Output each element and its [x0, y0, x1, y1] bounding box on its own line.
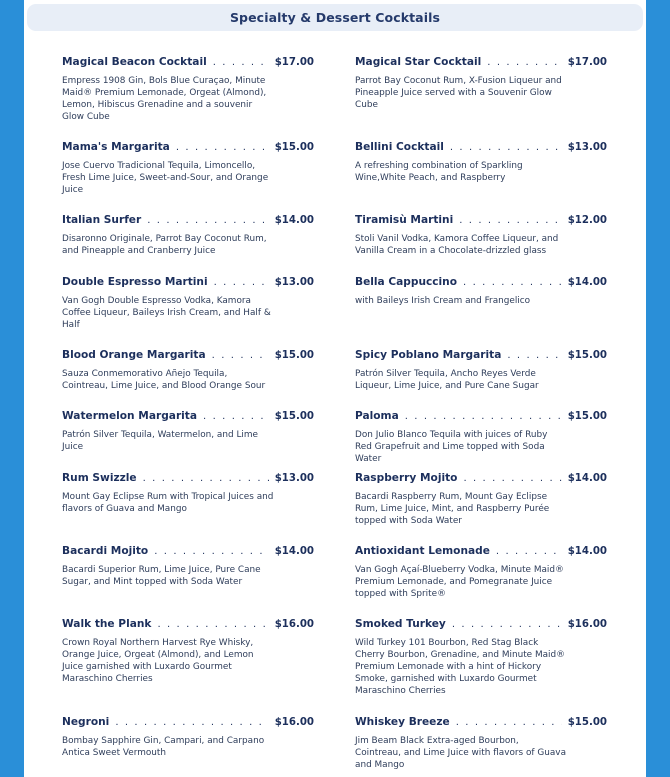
item-name: Mama's Margarita [62, 141, 170, 153]
dot-leader [213, 58, 269, 68]
item-price: $16.00 [274, 717, 314, 728]
item-price: $14.00 [567, 546, 607, 557]
item-description: Jose Cuervo Tradicional Tequila, Limoncello, Fresh Lime Juice, Sweet-and-Sour, and Orange Juice [62, 161, 269, 195]
menu-item [355, 214, 607, 257]
item-price: $14.00 [274, 546, 314, 557]
menu-item [355, 618, 607, 697]
item-price: $15.00 [274, 411, 314, 422]
item-description: Wild Turkey 101 Bourbon, Red Stag Black Cherry Bourbon, Grenadine, and Minute Maid® Premium Lemonade with a hint of Hickory Smoke, garnished with Luxardo Gourmet Maraschino Cherries [355, 638, 566, 696]
item-description: Parrot Bay Coconut Rum, X-Fusion Liqueur and Pineapple Juice served with a Souvenir Glow Cube [355, 76, 562, 110]
item-description: Mount Gay Eclipse Rum with Tropical Juices and flavors of Guava and Mango [62, 492, 274, 514]
item-price: $15.00 [274, 142, 314, 153]
item-name: Raspberry Mojito [355, 472, 458, 484]
item-description: Crown Royal Northern Harvest Rye Whisky, Orange Juice, Orgeat (Almond), and Lemon Juice garnished with Luxardo Gourmet Maraschino Cherries [62, 638, 254, 684]
menu-item [355, 472, 607, 527]
item-name: Smoked Turkey [355, 618, 446, 630]
dot-leader [463, 474, 561, 484]
item-price: $15.00 [567, 350, 607, 361]
menu-item [62, 716, 314, 759]
dot-leader [456, 718, 562, 728]
menu-card [24, 0, 646, 777]
dot-leader [203, 412, 269, 422]
item-name: Magical Beacon Cocktail [62, 56, 207, 68]
item-name: Rum Swizzle [62, 472, 137, 484]
item-name: Bellini Cocktail [355, 141, 444, 153]
dot-leader [452, 620, 562, 630]
item-price: $17.00 [274, 57, 314, 68]
menu-item [62, 410, 314, 453]
menu-item [62, 545, 314, 588]
item-description: Van Gogh Açaí-Blueberry Vodka, Minute Maid® Premium Lemonade, and Pomegranate Juice topped with Sprite® [355, 565, 564, 599]
dot-leader [450, 143, 562, 153]
dot-leader [154, 547, 268, 557]
dot-leader [143, 474, 269, 484]
item-name: Italian Surfer [62, 214, 142, 226]
item-description: Patrón Silver Tequila, Watermelon, and Lime Juice [62, 430, 258, 452]
item-name: Paloma [355, 410, 399, 422]
item-name: Blood Orange Margarita [62, 349, 206, 361]
dot-leader [507, 351, 561, 361]
menu-item [62, 472, 314, 515]
item-description: with Baileys Irish Cream and Frangelico [355, 296, 531, 306]
item-price: $16.00 [567, 619, 607, 630]
dot-leader [115, 718, 268, 728]
menu-item [62, 214, 314, 257]
menu-item [355, 716, 607, 771]
item-name: Tiramisù Martini [355, 214, 454, 226]
item-name: Watermelon Margarita [62, 410, 198, 422]
item-price: $12.00 [567, 215, 607, 226]
menu-item [355, 410, 607, 465]
dot-leader [459, 216, 561, 226]
item-price: $16.00 [274, 619, 314, 630]
menu-title: Specialty & Dessert Cocktails [229, 10, 441, 25]
item-description: Bacardi Raspberry Rum, Mount Gay Eclipse Rum, Lime Juice, Mint, and Raspberry Purée topped with Soda Water [355, 492, 550, 526]
item-description: Empress 1908 Gin, Bols Blue Curaçao, Minute Maid® Premium Lemonade, Orgeat (Almond), Lemon, Hibiscus Grenadine and a souvenir Glow Cube [62, 76, 267, 122]
item-description: Patrón Silver Tequila, Ancho Reyes Verde Liqueur, Lime Juice, and Pure Cane Sugar [355, 369, 539, 391]
dot-leader [405, 412, 562, 422]
item-name: Magical Star Cocktail [355, 56, 482, 68]
dot-leader [487, 58, 561, 68]
dot-leader [157, 620, 268, 630]
item-name: Walk the Plank [62, 618, 152, 630]
item-name: Negroni [62, 716, 110, 728]
item-description: Disaronno Originale, Parrot Bay Coconut Rum, and Pineapple and Cranberry Juice [62, 234, 267, 256]
item-description: Bacardi Superior Rum, Lime Juice, Pure Cane Sugar, and Mint topped with Soda Water [62, 565, 261, 587]
item-price: $14.00 [274, 215, 314, 226]
item-name: Double Espresso Martini [62, 276, 208, 288]
item-name: Bella Cappuccino [355, 276, 458, 288]
item-name: Bacardi Mojito [62, 545, 149, 557]
dot-leader [496, 547, 562, 557]
item-price: $13.00 [274, 473, 314, 484]
item-price: $17.00 [567, 57, 607, 68]
item-description: Van Gogh Double Espresso Vodka, Kamora Coffee Liqueur, Baileys Irish Cream, and Half & Half [62, 296, 271, 330]
dot-leader [147, 216, 268, 226]
item-price: $15.00 [274, 350, 314, 361]
menu-item [62, 618, 314, 685]
item-description: Don Julio Blanco Tequila with juices of Ruby Red Grapefruit and Lime topped with Soda Water [355, 430, 548, 464]
item-description: Stoli Vanil Vodka, Kamora Coffee Liqueur, and Vanilla Cream in a Chocolate-drizzled glass [355, 234, 559, 256]
menu-item [355, 545, 607, 600]
item-name: Spicy Poblano Margarita [355, 349, 502, 361]
dot-leader [212, 351, 269, 361]
item-price: $14.00 [567, 473, 607, 484]
menu-header [27, 4, 643, 31]
item-name: Whiskey Breeze [355, 716, 450, 728]
item-price: $15.00 [567, 717, 607, 728]
item-description: Bombay Sapphire Gin, Campari, and Carpano Antica Sweet Vermouth [62, 736, 265, 758]
item-name: Antioxidant Lemonade [355, 545, 490, 557]
menu-item [62, 276, 314, 331]
item-description: A refreshing combination of Sparkling Wine,White Peach, and Raspberry [355, 161, 523, 183]
menu-item [62, 349, 314, 392]
item-price: $14.00 [567, 277, 607, 288]
menu-item [355, 276, 607, 307]
menu-item [62, 141, 314, 196]
dot-leader [463, 278, 562, 288]
item-price: $15.00 [567, 411, 607, 422]
dot-leader [214, 278, 269, 288]
menu-item [355, 349, 607, 392]
item-price: $13.00 [274, 277, 314, 288]
menu-item [355, 141, 607, 184]
item-description: Jim Beam Black Extra-aged Bourbon, Cointreau, and Lime Juice with flavors of Guava and Mango [355, 736, 567, 770]
menu-item [62, 56, 314, 123]
item-description: Sauza Conmemorativo Añejo Tequila, Cointreau, Lime Juice, and Blood Orange Sour [62, 369, 266, 391]
item-price: $13.00 [567, 142, 607, 153]
menu-item [355, 56, 607, 111]
dot-leader [176, 143, 269, 153]
